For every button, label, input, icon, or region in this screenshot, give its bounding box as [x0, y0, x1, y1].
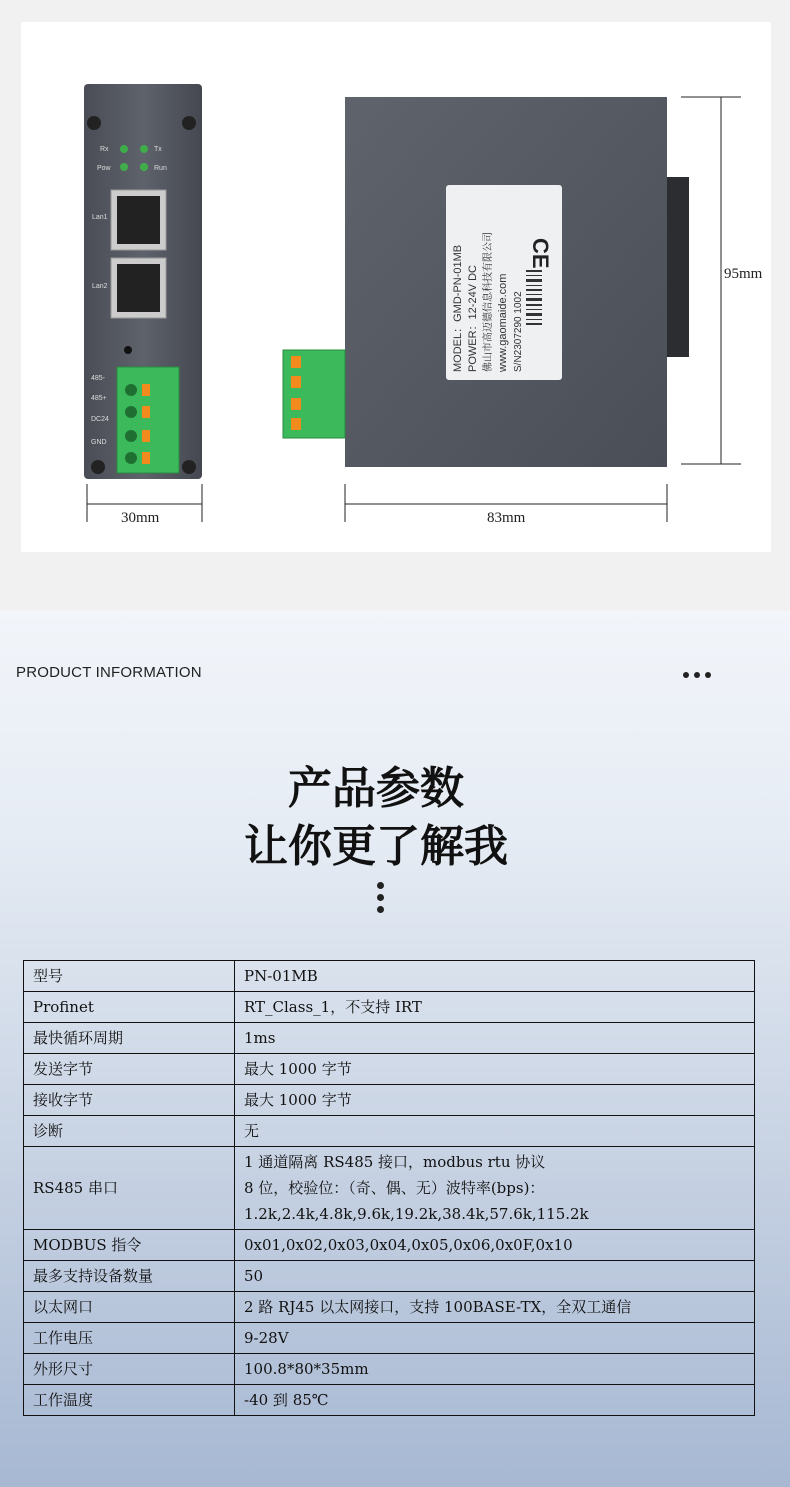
spec-value — [235, 992, 755, 1023]
spec-key: 外形尺寸 — [24, 1354, 235, 1385]
more-dots-icon — [683, 672, 711, 678]
spec-value-line: 1.2k,2.4k,4.8k,9.6k,19.2k,38.4k,57.6k,115.2k — [244, 1205, 589, 1223]
table-row — [24, 992, 755, 1023]
vertical-dots-icon — [377, 882, 384, 913]
spec-key: 最多支持设备数量 — [24, 1261, 235, 1292]
spec-key: 接收字节 — [24, 1085, 235, 1116]
spec-value — [235, 1261, 755, 1292]
spec-value-line: RT_Class_1，不支持 IRT — [244, 998, 422, 1016]
spec-value-line: 100.8*80*35mm — [244, 1360, 369, 1378]
spec-value — [235, 1147, 755, 1230]
device-label — [446, 185, 562, 380]
product-diagram — [21, 22, 771, 552]
table-row — [24, 1323, 755, 1354]
label-model: MODEL：GMD-PN-01MB — [452, 244, 464, 372]
table-row — [24, 1116, 755, 1147]
spec-value — [235, 1323, 755, 1354]
label-lan1: Lan1 — [92, 214, 108, 221]
spec-value-line: 0x01,0x02,0x03,0x04,0x05,0x06,0x0F,0x10 — [244, 1236, 573, 1254]
spec-value-line: -40 到 85℃ — [244, 1391, 329, 1409]
spec-value-line: PN-01MB — [244, 967, 318, 985]
label-tx: Tx — [154, 146, 162, 153]
product-photo — [21, 22, 771, 552]
spec-value-line: 1 通道隔离 RS485 接口，modbus rtu 协议 — [244, 1153, 546, 1171]
label-run: Run — [154, 165, 167, 172]
screw-icon — [87, 116, 101, 130]
table-row — [24, 1023, 755, 1054]
spec-value-line: 50 — [244, 1267, 264, 1285]
spec-value — [235, 1354, 755, 1385]
led-rx — [120, 145, 128, 153]
table-row — [24, 1054, 755, 1085]
label-rx: Rx — [100, 146, 109, 153]
spec-value — [235, 1085, 755, 1116]
led-pow — [120, 163, 128, 171]
label-dc24: DC24 — [91, 416, 109, 423]
ce-mark: CE — [528, 238, 553, 269]
led-run — [140, 163, 148, 171]
led-tx — [140, 145, 148, 153]
spec-value — [235, 1385, 755, 1416]
spec-value — [235, 1292, 755, 1323]
table-row — [24, 1147, 755, 1230]
screw-icon — [182, 460, 196, 474]
spec-value — [235, 1230, 755, 1261]
spec-value — [235, 961, 755, 992]
spec-key: 工作温度 — [24, 1385, 235, 1416]
spec-value-line: 8 位，校验位：（奇、偶、无）波特率(bps)： — [244, 1179, 545, 1197]
table-row — [24, 1385, 755, 1416]
dim-side-width: 83mm — [487, 510, 526, 526]
spec-value — [235, 1054, 755, 1085]
spec-value-line: 1ms — [244, 1029, 276, 1047]
table-row — [24, 961, 755, 992]
label-485-plus: 485+ — [91, 395, 107, 402]
spec-key: 工作电压 — [24, 1323, 235, 1354]
spec-value-line: 无 — [244, 1122, 260, 1140]
spec-key: 型号 — [24, 961, 235, 992]
spec-key: 最快循环周期 — [24, 1023, 235, 1054]
spec-value-line: 9-28V — [244, 1329, 289, 1347]
label-web: www.gaomaide.com — [497, 273, 509, 372]
table-row — [24, 1292, 755, 1323]
spec-key: Profinet — [24, 992, 235, 1023]
spec-value-line: 最大 1000 字节 — [244, 1091, 352, 1109]
product-photo-area — [0, 0, 790, 611]
spec-key: 发送字节 — [24, 1054, 235, 1085]
label-pow: Pow — [97, 165, 111, 172]
front-view — [84, 84, 202, 479]
spec-value-line: 2 路 RJ45 以太网接口，支持 100BASE-TX，全双工通信 — [244, 1298, 632, 1316]
screw-icon — [182, 116, 196, 130]
screw-icon — [91, 460, 105, 474]
label-gnd: GND — [91, 439, 107, 446]
label-power: POWER：12-24V DC — [467, 265, 479, 372]
spec-key: 以太网口 — [24, 1292, 235, 1323]
spec-table — [23, 960, 755, 1416]
table-row — [24, 1261, 755, 1292]
section-title-line2: 让你更了解我 — [244, 821, 508, 872]
label-sn: S/N2307290 1002 — [513, 291, 524, 372]
spec-value — [235, 1023, 755, 1054]
side-view — [283, 97, 689, 467]
spec-key: MODBUS 指令 — [24, 1230, 235, 1261]
spec-key: RS485 串口 — [24, 1147, 235, 1230]
table-row — [24, 1085, 755, 1116]
table-row — [24, 1354, 755, 1385]
spec-value — [235, 1116, 755, 1147]
spec-value-line: 最大 1000 字节 — [244, 1060, 352, 1078]
dim-height: 95mm — [724, 266, 763, 282]
label-485-minus: 485- — [91, 375, 106, 382]
section-title-line1: 产品参数 — [288, 763, 464, 814]
section-eng-title: PRODUCT INFORMATION — [16, 664, 202, 681]
label-company: 佛山市高迈德信息科技有限公司 — [483, 232, 494, 372]
dim-front-width: 30mm — [121, 510, 160, 526]
label-lan2: Lan2 — [92, 283, 108, 290]
table-row — [24, 1230, 755, 1261]
spec-key: 诊断 — [24, 1116, 235, 1147]
